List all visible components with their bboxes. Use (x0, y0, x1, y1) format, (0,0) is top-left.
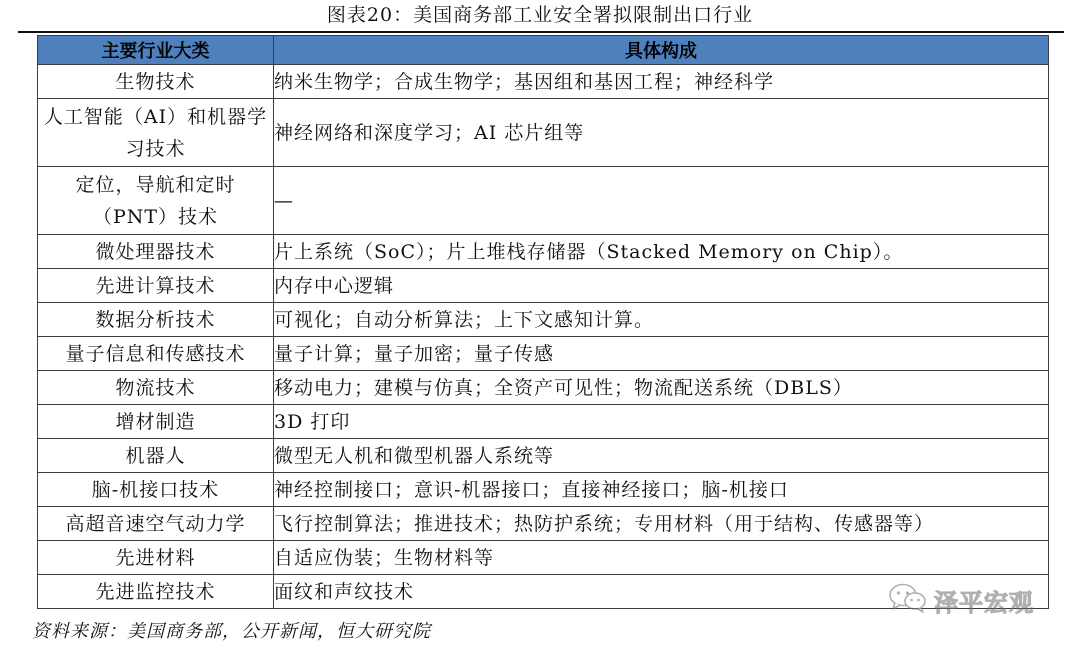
category-cell: 高超音速空气动力学 (38, 507, 274, 541)
table-row (38, 303, 1049, 337)
table-row (38, 473, 1049, 507)
category-cell: 数据分析技术 (38, 303, 274, 337)
table-row (38, 65, 1049, 99)
details-cell: 片上系统（SoC）；片上堆栈存储器（Stacked Memory on Chip）。 (274, 235, 1049, 269)
category-cell: 人工智能（AI）和机器学习技术 (38, 99, 274, 167)
category-cell: 定位，导航和定时（PNT）技术 (38, 167, 274, 235)
table-row (38, 235, 1049, 269)
header-details: 具体构成 (274, 36, 1049, 65)
wechat-icon (888, 582, 928, 618)
table-row (38, 405, 1049, 439)
category-cell: 微处理器技术 (38, 235, 274, 269)
details-cell: 量子计算；量子加密；量子传感 (274, 337, 1049, 371)
category-cell: 机器人 (38, 439, 274, 473)
details-cell: 可视化；自动分析算法；上下文感知计算。 (274, 303, 1049, 337)
category-cell: 先进监控技术 (38, 575, 274, 609)
category-cell: 物流技术 (38, 371, 274, 405)
category-cell: 先进材料 (38, 541, 274, 575)
details-cell: 内存中心逻辑 (274, 269, 1049, 303)
header-category: 主要行业大类 (38, 36, 274, 65)
watermark-text: 泽平宏观 (934, 588, 1034, 617)
table-row (38, 269, 1049, 303)
table-row (38, 167, 1049, 235)
details-cell: 微型无人机和微型机器人系统等 (274, 439, 1049, 473)
details-cell: 神经控制接口；意识-机器接口；直接神经接口；脑-机接口 (274, 473, 1049, 507)
details-cell: 面纹和声纹技术 (274, 575, 1049, 609)
category-cell: 量子信息和传感技术 (38, 337, 274, 371)
details-cell: 3D 打印 (274, 405, 1049, 439)
category-cell: 增材制造 (38, 405, 274, 439)
table-row (38, 507, 1049, 541)
watermark (888, 580, 1034, 620)
details-cell: 移动电力；建模与仿真；全资产可见性；物流配送系统（DBLS） (274, 371, 1049, 405)
figure-title: 图表20：美国商务部工业安全署拟限制出口行业 (326, 4, 754, 26)
table-row (38, 99, 1049, 167)
table-row (38, 439, 1049, 473)
details-cell: — (274, 167, 1049, 235)
table-header-row (38, 36, 1049, 65)
table-row (38, 541, 1049, 575)
category-cell: 生物技术 (38, 65, 274, 99)
source-note: 资料来源：美国商务部，公开新闻，恒大研究院 (32, 621, 431, 642)
category-cell: 脑-机接口技术 (38, 473, 274, 507)
export-control-table (37, 35, 1049, 609)
table-row (38, 337, 1049, 371)
details-cell: 神经网络和深度学习；AI 芯片组等 (274, 99, 1049, 167)
top-rule (18, 31, 1064, 33)
category-cell: 先进计算技术 (38, 269, 274, 303)
details-cell: 纳米生物学；合成生物学；基因组和基因工程；神经科学 (274, 65, 1049, 99)
details-cell: 飞行控制算法；推进技术；热防护系统；专用材料（用于结构、传感器等） (274, 507, 1049, 541)
table-row (38, 371, 1049, 405)
details-cell: 自适应伪装；生物材料等 (274, 541, 1049, 575)
